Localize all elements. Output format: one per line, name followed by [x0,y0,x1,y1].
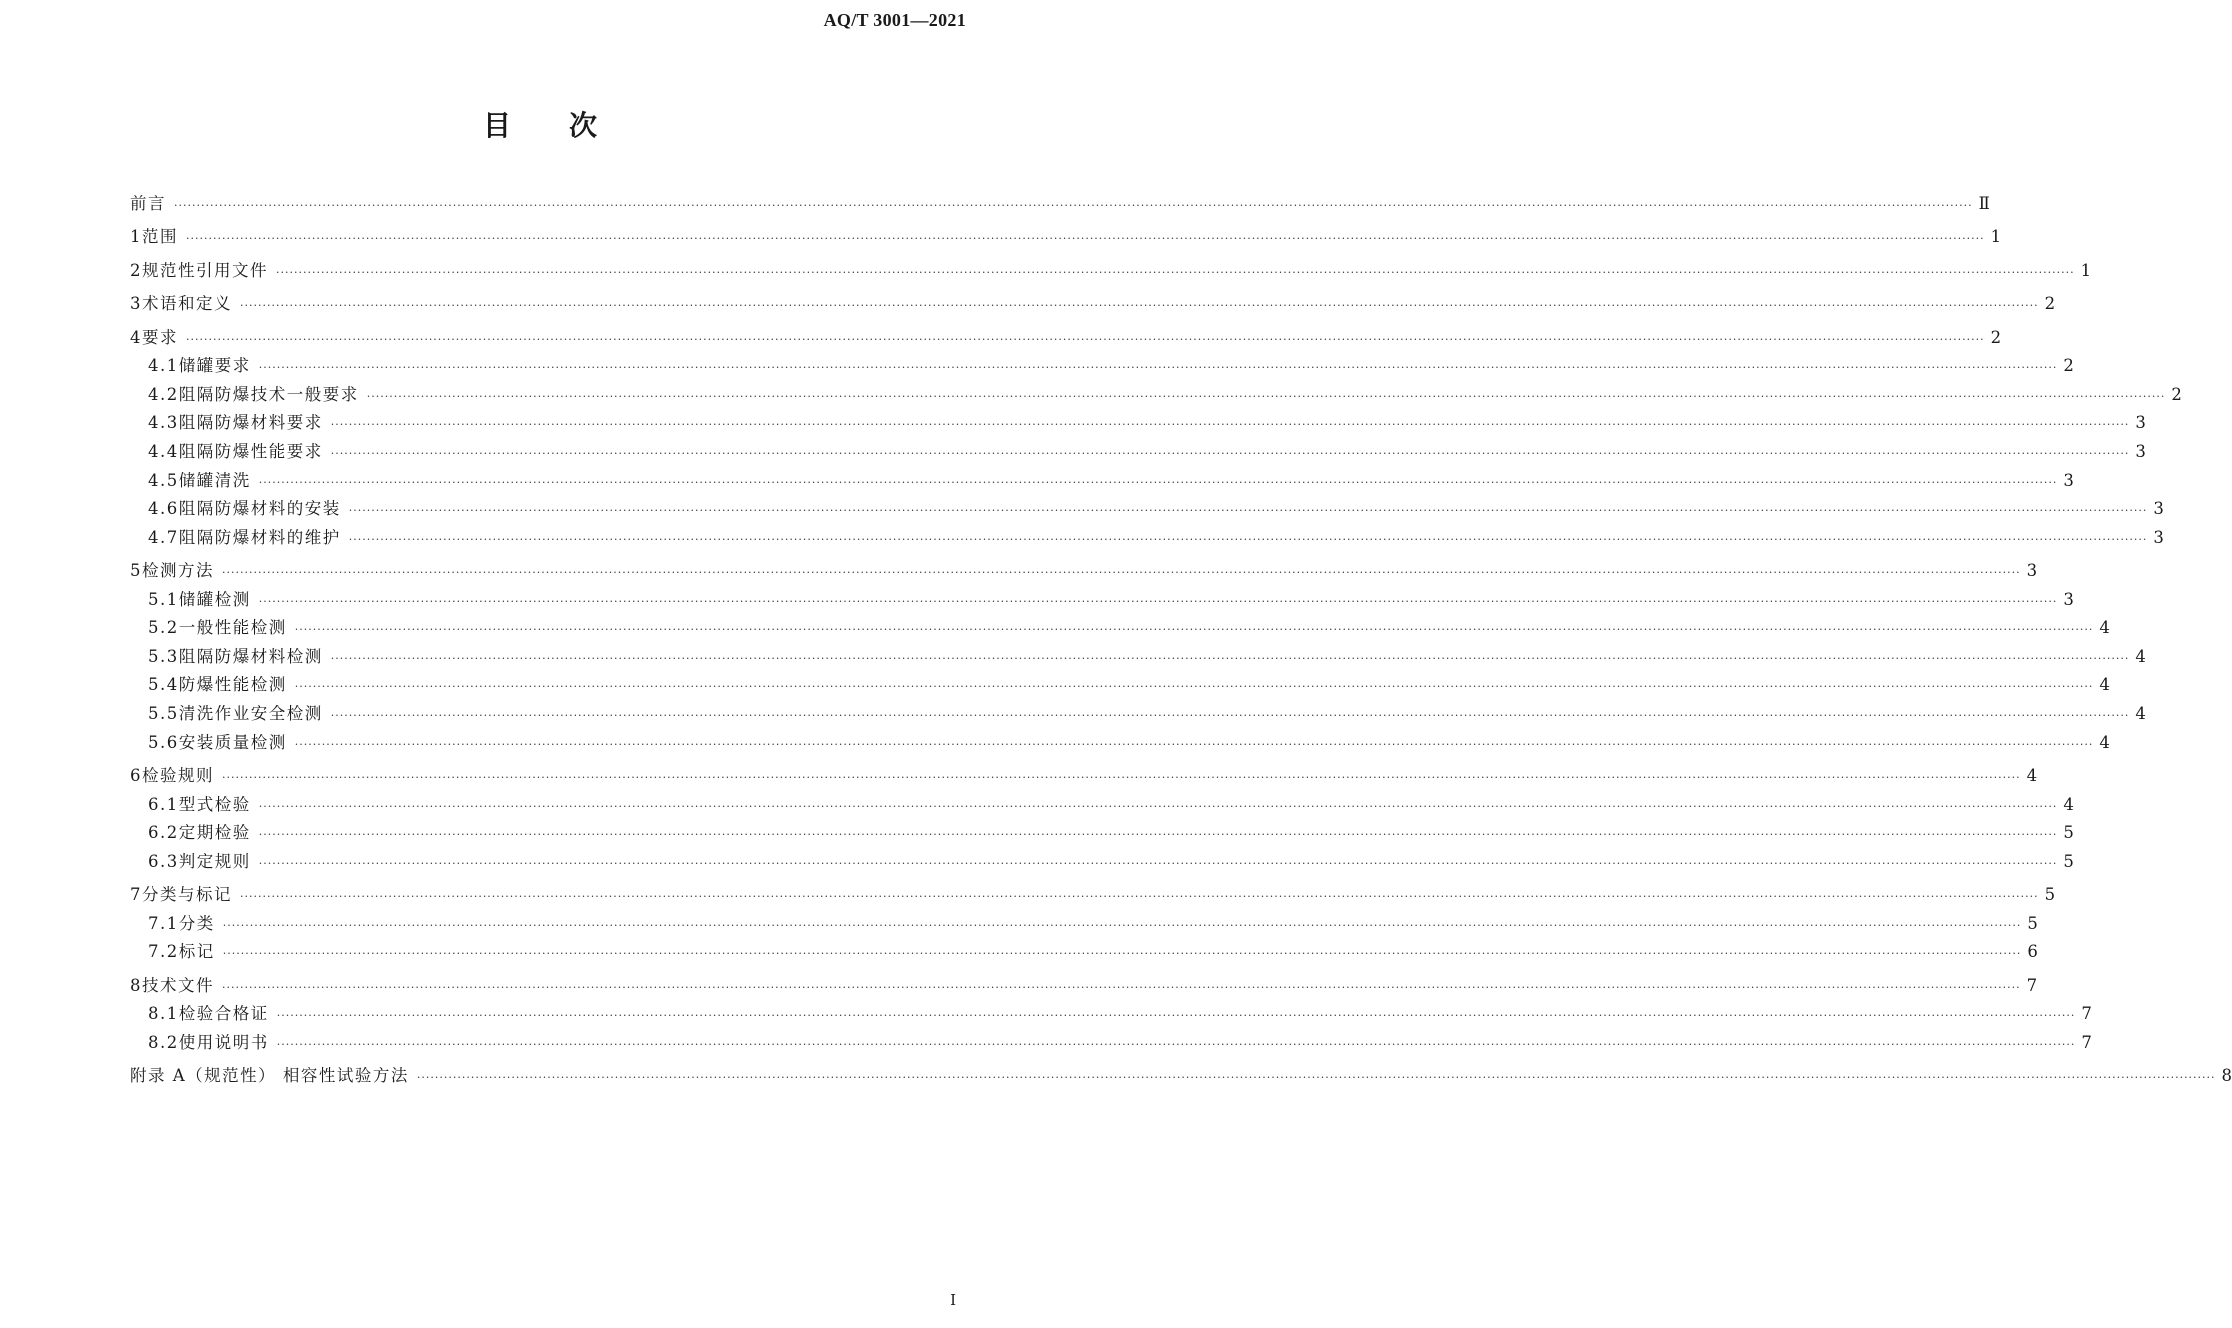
toc-entry[interactable] [130,586,2074,615]
toc-entry[interactable] [130,324,2002,353]
standard-code: AQ/T 3001—2021 [823,10,966,30]
toc-entry[interactable] [130,671,2110,700]
toc-entry[interactable] [130,409,2146,438]
dot-leader: ················································································································································································································································································································································································································ [174,199,1973,212]
toc-entry-page: 4 [2099,732,2110,752]
toc-entry-page: 3 [2063,589,2074,609]
toc-entry-title: 型式检验 [178,794,251,814]
dot-leader: ················································································································································································································································································································································································································ [416,1071,2216,1085]
toc-entry-number: 4.6 [148,499,179,519]
dot-leader: ················································································································································································································································································································································································································ [276,265,2075,279]
toc-entry-title: 检测方法 [142,561,214,581]
toc-entry-page: 6 [2027,942,2038,962]
toc-entry-title: 前言 [130,194,166,213]
toc-entry-title: 附录 A（规范性） 相容性试验方法 [130,1066,409,1086]
dot-leader: ················································································································································································································································································································································································································ [294,623,2094,637]
toc-entry-number: 5.1 [148,589,179,609]
toc-entry-number: 6.1 [148,794,179,814]
toc-entry-page: 3 [2026,561,2038,581]
toc-entry-number: 1 [130,227,142,247]
toc-heading-left: 目 [482,109,511,142]
toc-entry-number: 5.2 [148,618,179,638]
toc-entry-page: 7 [2081,1033,2092,1052]
toc-entry-page: 3 [2135,441,2146,461]
toc-entry-number: 5.3 [148,646,179,666]
toc-entry-number: 8.2 [148,1033,179,1052]
toc-entry-page: 2 [2171,384,2182,404]
toc-entry-page: 8 [2221,1066,2232,1086]
toc-entry-page: 4 [2135,646,2146,666]
toc-entry-title: 分类 [178,913,215,933]
dot-leader: ················································································································································································································································································································································································································ [186,232,1985,246]
toc-entry-number: 7.2 [148,942,179,962]
dot-leader: ················································································································································································································································································································································································································ [330,651,2130,665]
dot-leader: ················································································································································································································································································································································································································ [276,1009,2076,1023]
toc-entry-title: 使用说明书 [178,1033,269,1052]
dot-leader: ················································································································································································································································································································································································································ [222,980,2021,994]
toc-entry[interactable] [130,524,2164,553]
toc-entry-title: 分类与标记 [142,885,232,905]
toc-entry-title: 检验合格证 [178,1004,269,1024]
toc-entry-number: 6.3 [148,851,179,871]
toc-entry[interactable] [130,1000,2092,1029]
dot-leader: ················································································································································································································································································································································································································ [222,771,2021,785]
toc-entry-number: 5.5 [148,704,179,724]
toc-entry-number: 4.3 [148,413,179,433]
toc-entry-title: 一般性能检测 [178,618,287,638]
toc-entry[interactable] [130,729,2110,758]
toc-entry-page: 3 [2153,499,2164,519]
toc-entry[interactable] [130,791,2074,820]
dot-leader: ················································································································································································································································································································································································································ [240,299,2039,313]
toc-entry-number: 4.1 [148,356,179,376]
toc-entry-title: 储罐检测 [178,589,251,609]
toc-entry-number: 2 [130,260,142,280]
toc-entry-title: 要求 [142,327,178,347]
toc-entry-number: 5.6 [148,732,179,752]
dot-leader: ················································································································································································································································································································································································································ [186,332,1985,346]
toc-entry[interactable] [130,938,2038,967]
toc-entry[interactable] [130,762,2038,791]
toc-entry-title: 定期检验 [178,823,251,843]
toc-entry-number: 3 [130,294,142,314]
toc-entry-page: 7 [2081,1004,2092,1024]
toc-entry[interactable] [130,257,2092,286]
toc-entry-title: 技术文件 [142,975,214,995]
dot-leader: ················································································································································································································································································································································································································ [294,680,2094,694]
toc-entry[interactable] [130,438,2146,467]
toc-entry-number: 4.7 [148,527,179,547]
toc-entry-number: 6.2 [148,823,179,843]
toc-entry[interactable] [130,352,2074,381]
dot-leader: ················································································································································································································································································································································································································ [348,504,2148,518]
toc-entry-page: 1 [2080,260,2092,280]
toc-entry-page: 2 [2063,356,2074,376]
toc-entry[interactable] [130,557,2038,586]
toc-entry-title: 标记 [178,942,215,962]
dot-leader: ················································································································································································································································································································································································································ [240,890,2039,904]
toc-entry-title: 防爆性能检测 [178,675,287,695]
dot-leader: ················································································································································································································································································································································································································ [330,709,2130,723]
dot-leader: ················································································································································································································································································································································································································ [330,418,2130,432]
dot-leader: ················································································································································································································································································································································································································ [330,446,2130,460]
toc-entry-number: 8 [130,975,142,995]
dot-leader: ················································································································································································································································································································································································································ [258,594,2058,608]
toc-entry-title: 阻隔防爆材料要求 [178,413,323,433]
toc-entry-title: 术语和定义 [142,294,232,314]
table-of-contents [130,190,2232,1091]
toc-entry-title: 阻隔防爆材料检测 [178,646,323,666]
toc-entry[interactable] [130,848,2074,877]
toc-entry[interactable] [130,972,2038,1001]
toc-entry-number: 6 [130,766,142,786]
toc-entry-page: 3 [2153,527,2164,547]
toc-entry-page: 2 [2044,294,2056,314]
toc-entry-page: 5 [2027,913,2038,933]
dot-leader: ················································································································································································································································································································································································································ [258,475,2058,489]
toc-entry-title: 储罐要求 [178,356,251,376]
toc-entry-page: Ⅱ [1978,194,1990,213]
toc-entry[interactable] [130,381,2182,410]
toc-heading-right: 次 [569,109,598,142]
toc-entry-page: 5 [2044,885,2056,905]
toc-entry-number: 4.2 [148,384,179,404]
dot-leader: ················································································································································································································································································································································································································ [348,532,2148,546]
toc-entry[interactable] [130,881,2056,910]
toc-entry-page: 4 [2135,704,2146,724]
toc-entry-title: 清洗作业安全检测 [178,704,323,724]
toc-entry-page: 5 [2063,851,2074,871]
toc-entry-page: 4 [2099,618,2110,638]
toc-entry-page: 2 [1990,327,2002,347]
toc-entry-title: 检验规则 [142,766,214,786]
toc-entry-title: 阻隔防爆技术一般要求 [178,384,359,404]
dot-leader: ················································································································································································································································································································································································································ [294,737,2094,751]
toc-entry-title: 阻隔防爆性能要求 [178,441,323,461]
dot-leader: ················································································································································································································································································································································································································ [366,389,2166,403]
toc-entry-page: 1 [1990,227,2002,247]
toc-entry-title: 储罐清洗 [178,470,251,490]
toc-entry[interactable] [130,614,2110,643]
toc-entry-title: 安装质量检测 [178,732,287,752]
toc-entry[interactable] [130,223,2002,252]
toc-entry-page: 3 [2063,470,2074,490]
toc-entry-title: 范围 [142,227,178,247]
toc-entry-number: 8.1 [148,1004,179,1024]
toc-entry[interactable] [130,819,2074,848]
toc-entry-number: 4.5 [148,470,179,490]
toc-entry-number: 4 [130,327,142,347]
toc-entry-title: 阻隔防爆材料的安装 [178,499,341,519]
toc-entry[interactable] [130,1029,2092,1058]
toc-entry-page: 3 [2135,413,2146,433]
toc-entry[interactable] [130,467,2074,496]
toc-entry[interactable] [130,1062,2232,1091]
toc-entry-number: 5 [130,561,142,581]
toc-entry-page: 7 [2026,975,2038,995]
toc-entry[interactable] [130,643,2146,672]
toc-entry[interactable] [130,495,2164,524]
toc-entry-title: 判定规则 [178,851,251,871]
toc-entry-page: 4 [2063,794,2074,814]
dot-leader: ················································································································································································································································································································································································································ [222,566,2021,580]
dot-leader: ················································································································································································································································································································································································································ [258,856,2058,870]
dot-leader: ················································································································································································································································································································································································································ [276,1038,2076,1051]
toc-entry-title: 阻隔防爆材料的维护 [178,527,341,547]
toc-entry[interactable] [130,910,2038,939]
toc-entry[interactable] [130,290,2056,319]
toc-entry-page: 5 [2063,823,2074,843]
toc-heading [0,104,1080,144]
toc-entry-title: 规范性引用文件 [142,260,268,280]
toc-entry-number: 7.1 [148,913,179,933]
toc-entry-number: 4.4 [148,441,179,461]
dot-leader: ················································································································································································································································································································································································································ [222,947,2022,961]
toc-entry[interactable] [130,700,2146,729]
toc-entry-number: 5.4 [148,675,179,695]
dot-leader: ················································································································································································································································································································································································································ [222,918,2022,932]
toc-entry[interactable] [130,190,1990,219]
dot-leader: ················································································································································································································································································································································································································ [258,361,2058,375]
dot-leader: ················································································································································································································································································································································································································ [258,799,2058,813]
toc-entry-number: 7 [130,885,142,905]
toc-entry-page: 4 [2099,675,2110,695]
dot-leader: ················································································································································································································································································································································································································ [258,828,2058,842]
toc-entry-page: 4 [2026,766,2038,786]
page-number: Ⅰ [950,1291,956,1309]
